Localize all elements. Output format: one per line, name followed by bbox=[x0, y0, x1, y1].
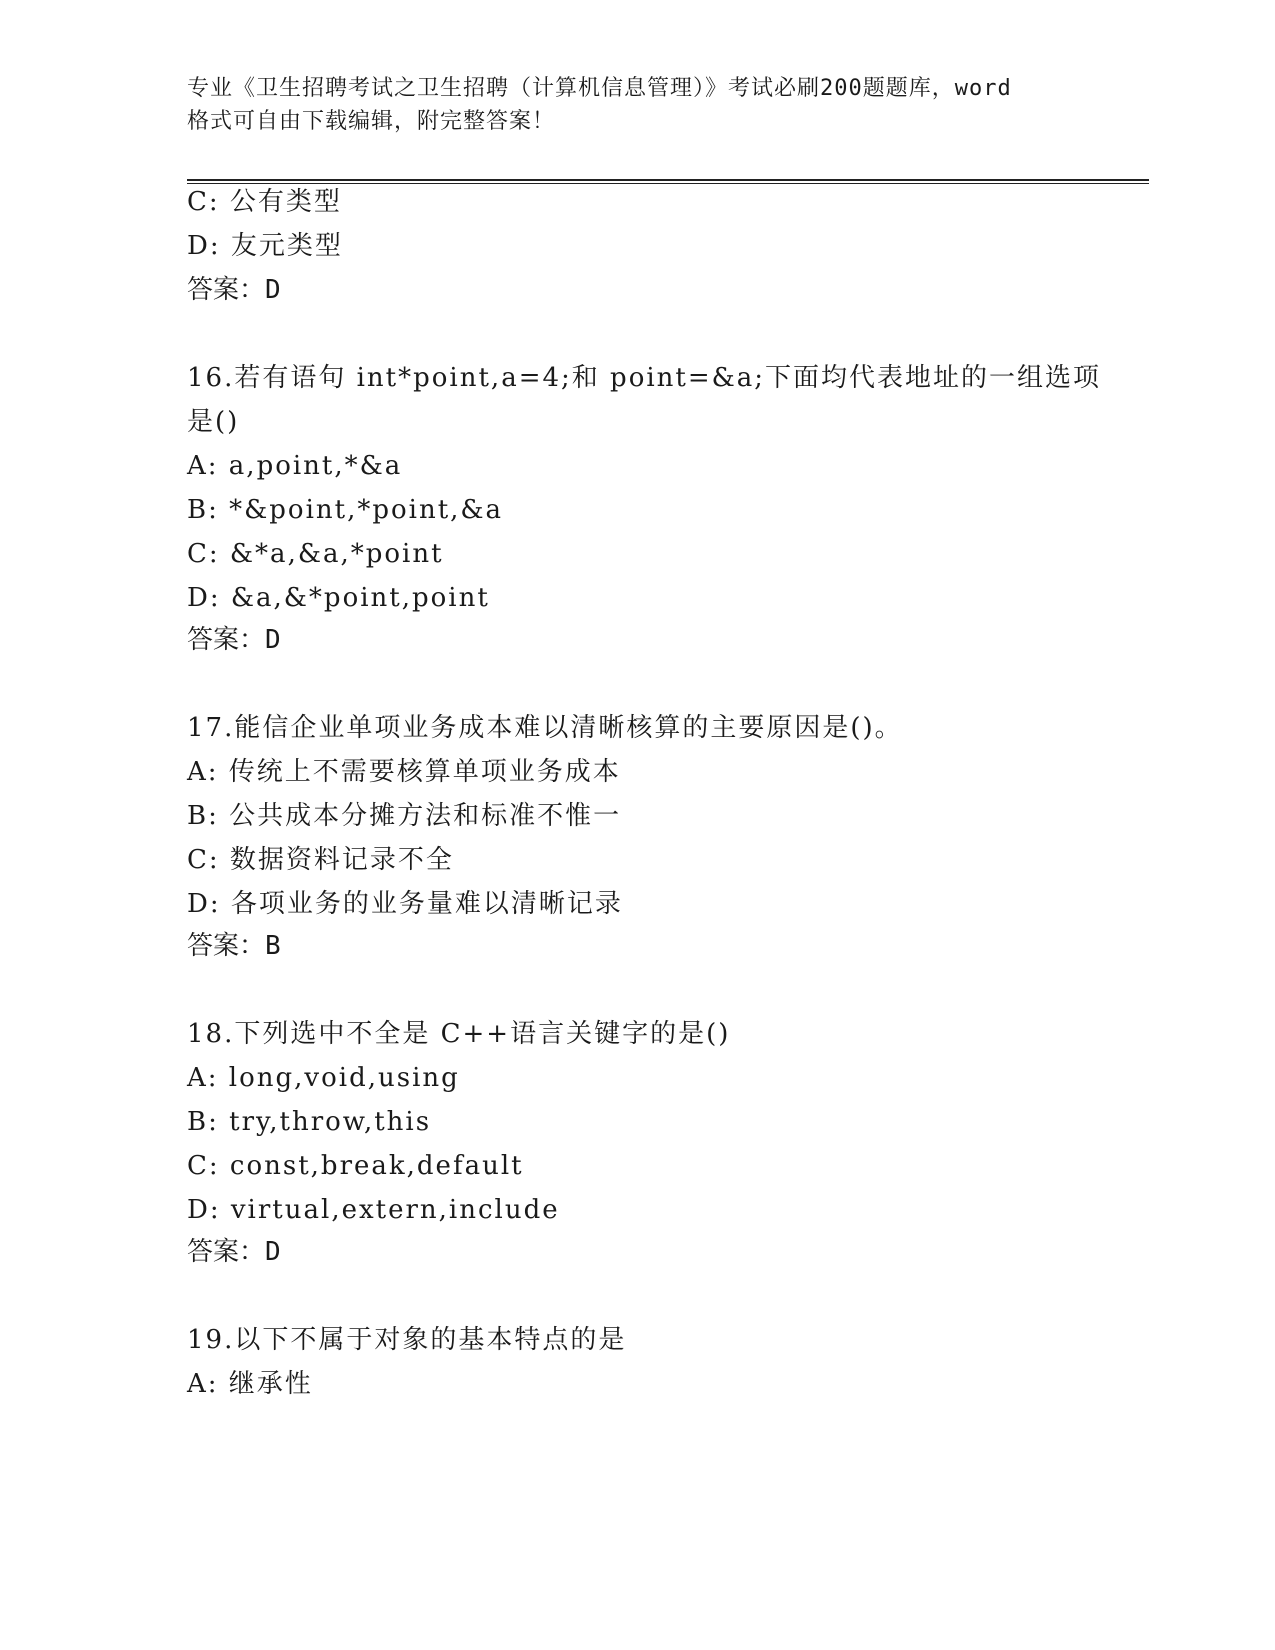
q15-option-c: C: 公有类型 bbox=[187, 187, 342, 217]
q15-option-d: D: 友元类型 bbox=[187, 231, 343, 261]
q16-option-b: B: *&point,*point,&a bbox=[187, 495, 504, 525]
q16-stem-line-1: 16.若有语句 int*point,a=4;和 point=&a;下面均代表地址的一组选项 bbox=[187, 363, 1102, 393]
q17-option-b: B: 公共成本分摊方法和标准不惟一 bbox=[187, 801, 622, 831]
q17-option-a: A: 传统上不需要核算单项业务成本 bbox=[187, 757, 621, 787]
q16-answer: 答案：D bbox=[187, 625, 281, 655]
q18-option-d: D: virtual,extern,include bbox=[187, 1195, 560, 1225]
q18-answer: 答案：D bbox=[187, 1237, 281, 1267]
q19-option-a: A: 继承性 bbox=[187, 1369, 313, 1399]
q16-option-d: D: &a,&*point,point bbox=[187, 583, 490, 613]
q18-option-c: C: const,break,default bbox=[187, 1151, 524, 1181]
q18-option-a: A: long,void,using bbox=[187, 1063, 460, 1093]
header-divider bbox=[187, 179, 1149, 184]
q16-option-c: C: &*a,&a,*point bbox=[187, 539, 444, 569]
q19-stem: 19.以下不属于对象的基本特点的是 bbox=[187, 1325, 627, 1355]
q16-stem-line-2: 是() bbox=[187, 407, 240, 437]
q17-answer: 答案：B bbox=[187, 931, 281, 961]
q17-option-c: C: 数据资料记录不全 bbox=[187, 845, 454, 875]
q17-option-d: D: 各项业务的业务量难以清晰记录 bbox=[187, 889, 623, 919]
q18-stem: 18.下列选中不全是 C++语言关键字的是() bbox=[187, 1019, 731, 1049]
header-line-1: 专业《卫生招聘考试之卫生招聘（计算机信息管理）》考试必刷200题题库，word bbox=[187, 76, 1012, 101]
q15-answer: 答案：D bbox=[187, 275, 281, 305]
header-line-2: 格式可自由下载编辑，附完整答案！ bbox=[187, 109, 556, 134]
q17-stem: 17.能信企业单项业务成本难以清晰核算的主要原因是()。 bbox=[187, 713, 903, 743]
q16-option-a: A: a,point,*&a bbox=[187, 451, 403, 481]
document-header bbox=[187, 72, 1087, 138]
q18-option-b: B: try,throw,this bbox=[187, 1107, 432, 1137]
